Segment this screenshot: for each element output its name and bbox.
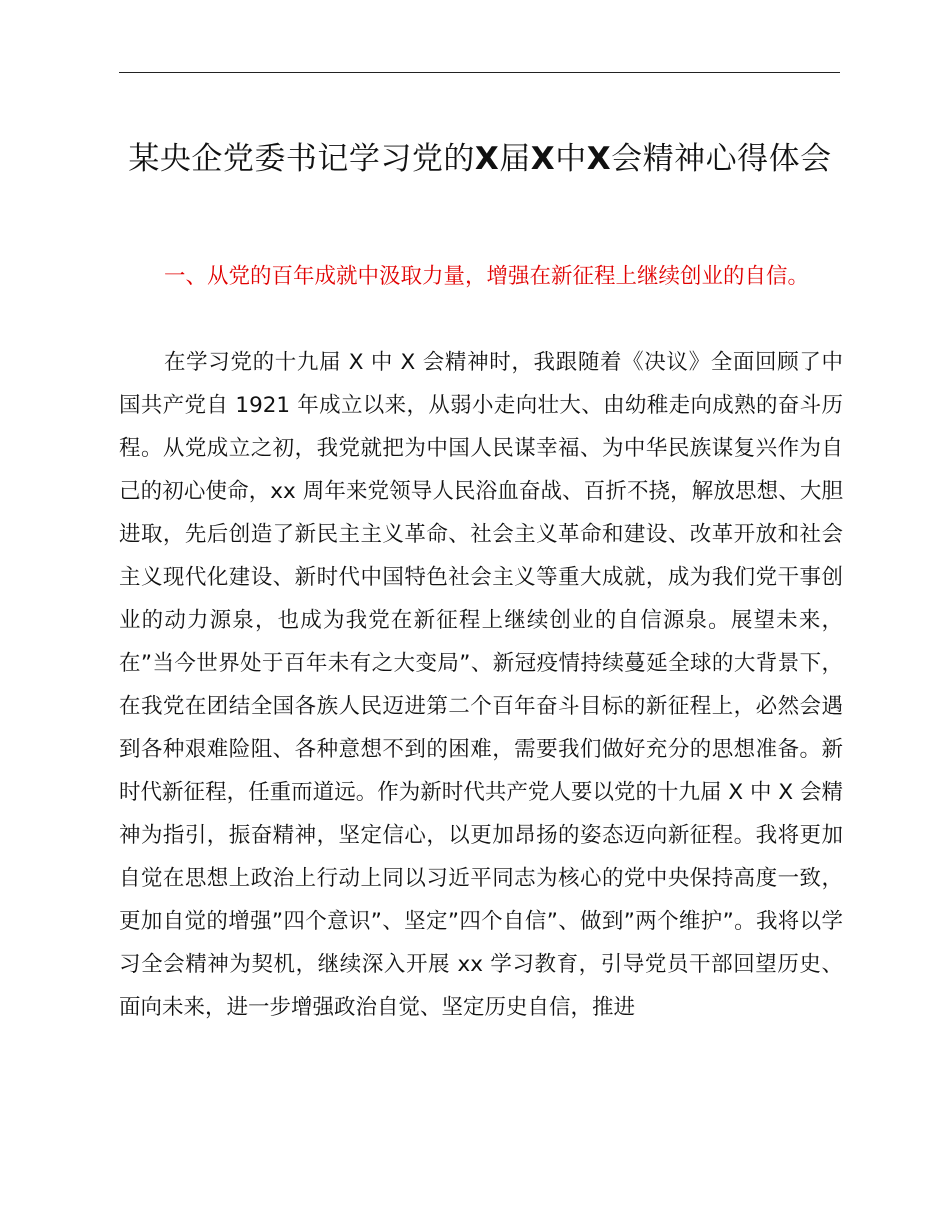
body-paragraph: 在学习党的十九届 X 中 X 会精神时，我跟随着《决议》全面回顾了中国共产党自 1921 年成立以来，从弱小走向壮大、由幼稚走向成熟的奋斗历程。从党成立之初，我党就把为中国人民谋幸福、为中华民族谋复兴作为自己的初心使命，xx 周年来党领导人民浴血奋战、百折不挠，解放思想、大胆进取，先后创造了新民主主义革命、社会主义革命和建设、改革开放和社会主义现代化建设、新时代中国特色社会主义等重大成就，成为我们党干事创业的动力源泉，也成为我党在新征程上继续创业的自信源泉。展望未来，在”当今世界处于百年未有之大变局”、新冠疫情持续蔓延全球的大背景下，在我党在团结全国各族人民迈进第二个百年奋斗目标的新征程上，必然会遇到各种艰难险阻、各种意想不到的困难，需要我们做好充分的思想准备。新时代新征程，任重而道远。作为新时代共产党人要以党的十九届 X 中 X 会精神为指引，振奋精神，坚定信心，以更加昂扬的姿态迈向新征程。我将更加自觉在思想上政治上行动上同以习近平同志为核心的党中央保持高度一致，更加自觉的增强”四个意识”、坚定”四个自信”、做到”两个维护”。我将以学习全会精神为契机，继续深入开展 xx 学习教育，引导党员干部回望历史、面向未来，进一步增强政治自觉、坚定历史自信，推进: [119, 350, 843, 1020]
title-part: 届: [499, 141, 531, 177]
section-heading: 一、从党的百年成就中汲取力量，增强在新征程上继续创业的自信。: [164, 264, 810, 289]
title-part: 会精神心得体会: [611, 141, 832, 177]
title-part: 中: [555, 141, 587, 177]
title-x-mark: X: [586, 141, 612, 177]
document-title: [110, 136, 850, 182]
title-x-mark: X: [474, 141, 500, 177]
title-part: 某央企党委书记学习党的: [128, 141, 475, 177]
title-x-mark: X: [530, 141, 556, 177]
header-rule: [119, 72, 840, 73]
